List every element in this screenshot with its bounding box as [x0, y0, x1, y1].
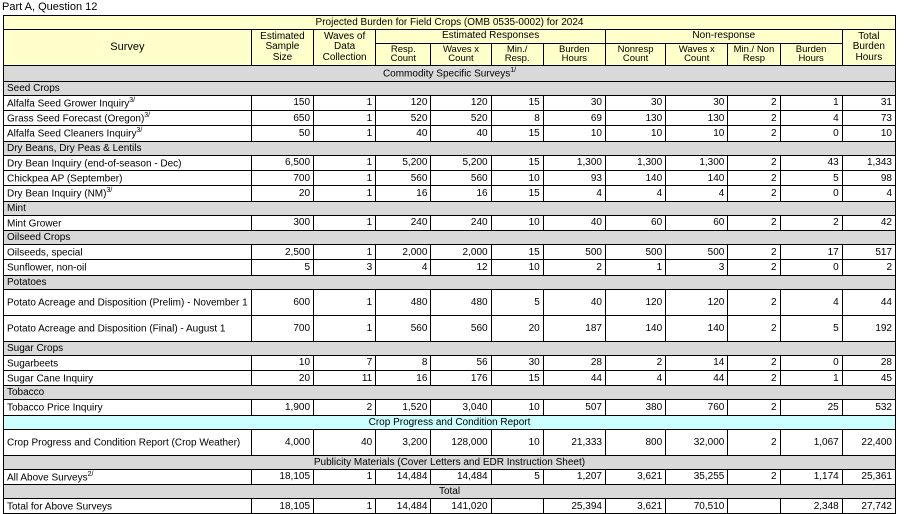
table-title-row	[4, 16, 896, 30]
cell-total-burden-hours: 27,742	[842, 499, 895, 514]
cell-resp: 8	[376, 355, 431, 370]
row-name	[4, 355, 252, 370]
cell-nr-burden-hours: 43	[780, 155, 842, 170]
cell-waves: 1	[314, 95, 376, 110]
cell-sample: 700	[251, 171, 313, 186]
row-name	[4, 371, 252, 386]
table-row	[4, 186, 896, 201]
cell-waves-x-count: 560	[431, 171, 491, 186]
section-sugar-crops	[4, 341, 896, 355]
cell-nr-waves-x-count: 35,255	[666, 469, 728, 484]
cell-waves: 1	[314, 155, 376, 170]
cell-nonresp-count: 2	[605, 355, 665, 370]
cell-min-non-resp: 2	[728, 111, 780, 126]
cell-nr-burden-hours: 0	[780, 355, 842, 370]
table-title: Projected Burden for Field Crops (OMB 0535-0002) for 2024	[4, 16, 896, 30]
table-row	[4, 95, 896, 110]
cell-waves-x-count: 176	[431, 371, 491, 386]
header-min-per-resp: Min./ Resp.	[491, 43, 543, 66]
row-name	[4, 245, 252, 260]
cell-resp: 560	[376, 171, 431, 186]
banner-publicity-label: Publicity Materials (Cover Letters and EDR Instruction Sheet)	[4, 455, 896, 469]
cell-waves-x-count: 40	[431, 126, 491, 141]
cell-nr-burden-hours: 5	[780, 171, 842, 186]
row-name-text: Chickpea AP (September)	[7, 173, 123, 185]
cell-min-non-resp: 2	[728, 215, 780, 230]
cell-waves-x-count: 520	[431, 111, 491, 126]
burden-table	[3, 15, 896, 514]
cell-nr-waves-x-count: 760	[666, 400, 728, 415]
row-name	[4, 499, 252, 514]
cell-min-non-resp: 2	[728, 171, 780, 186]
header-row-top	[4, 30, 896, 44]
row-name	[4, 400, 252, 415]
cell-min-non-resp: 2	[728, 469, 780, 484]
cell-min-resp: 15	[491, 186, 543, 201]
cell-nr-burden-hours: 0	[780, 126, 842, 141]
row-name-text: All Above Surveys	[7, 472, 88, 484]
cell-total-burden-hours: 31	[842, 95, 895, 110]
cell-total-burden-hours: 532	[842, 400, 895, 415]
cell-burden-hours: 507	[543, 400, 605, 415]
cell-nr-waves-x-count: 32,000	[666, 429, 728, 455]
cell-waves: 1	[314, 289, 376, 315]
section-sugar-crops-label: Sugar Crops	[4, 341, 896, 355]
section-dry-beans	[4, 141, 896, 155]
cell-nr-burden-hours: 1,174	[780, 469, 842, 484]
cell-waves: 3	[314, 260, 376, 275]
cell-resp: 560	[376, 315, 431, 341]
row-name	[4, 289, 252, 315]
cell-nr-waves-x-count: 60	[666, 215, 728, 230]
cell-nonresp-count: 120	[605, 289, 665, 315]
banner-total	[4, 485, 896, 499]
cell-nonresp-count: 3,621	[605, 469, 665, 484]
table-row	[4, 289, 896, 315]
cell-waves-x-count: 16	[431, 186, 491, 201]
cell-nr-burden-hours: 2,348	[780, 499, 842, 514]
row-name-text: Tobacco Price Inquiry	[7, 402, 103, 414]
header-nonresponse: Non-response	[605, 30, 842, 44]
cell-waves: 2	[314, 400, 376, 415]
cell-nonresp-count: 10	[605, 126, 665, 141]
header-resp-count: Resp. Count	[376, 43, 431, 66]
table-row	[4, 126, 896, 141]
table-row	[4, 400, 896, 415]
cell-sample: 18,105	[251, 499, 313, 514]
cell-min-non-resp	[728, 499, 780, 514]
cell-burden-hours: 1,300	[543, 155, 605, 170]
header-nonresp-count: Nonresp Count	[605, 43, 665, 66]
table-row	[4, 315, 896, 341]
row-name	[4, 126, 252, 141]
cell-nr-waves-x-count: 14	[666, 355, 728, 370]
row-name-text: Potato Acreage and Disposition (Final) - August 1	[7, 323, 226, 335]
cell-nr-waves-x-count: 30	[666, 95, 728, 110]
row-name-footnote: 3/	[136, 127, 143, 135]
cell-nonresp-count: 130	[605, 111, 665, 126]
cell-waves-x-count: 560	[431, 315, 491, 341]
cell-sample: 700	[251, 315, 313, 341]
cell-nr-waves-x-count: 120	[666, 289, 728, 315]
row-name-text: Potato Acreage and Disposition (Prelim) - November 1	[7, 297, 248, 309]
cell-min-resp: 10	[491, 215, 543, 230]
cell-burden-hours: 40	[543, 289, 605, 315]
cell-nonresp-count: 140	[605, 171, 665, 186]
row-name	[4, 155, 252, 170]
cell-min-non-resp: 2	[728, 260, 780, 275]
cell-total-burden-hours: 25,361	[842, 469, 895, 484]
cell-resp: 4	[376, 260, 431, 275]
cell-min-non-resp: 2	[728, 355, 780, 370]
cell-waves: 1	[314, 315, 376, 341]
table-row	[4, 469, 896, 484]
cell-total-burden-hours: 42	[842, 215, 895, 230]
row-name	[4, 260, 252, 275]
header-nr-burden-hours: Burden Hours	[780, 43, 842, 66]
cell-min-resp: 8	[491, 111, 543, 126]
cell-total-burden-hours: 2	[842, 260, 895, 275]
cell-min-non-resp: 2	[728, 400, 780, 415]
cell-total-burden-hours: 1,343	[842, 155, 895, 170]
section-seed-crops	[4, 81, 896, 95]
cell-nr-burden-hours: 2	[780, 215, 842, 230]
cell-nr-burden-hours: 1	[780, 95, 842, 110]
cell-resp: 520	[376, 111, 431, 126]
cell-nr-burden-hours: 1	[780, 371, 842, 386]
cell-nr-burden-hours: 5	[780, 315, 842, 341]
cell-nonresp-count: 4	[605, 186, 665, 201]
cell-burden-hours: 21,333	[543, 429, 605, 455]
row-name-text: Sunflower, non-oil	[7, 262, 87, 274]
header-burden-hours: Burden Hours	[543, 43, 605, 66]
row-name	[4, 315, 252, 341]
banner-commodity-specific	[4, 66, 896, 81]
header-total-burden-hours: Total Burden Hours	[842, 30, 895, 66]
cell-nr-waves-x-count: 70,510	[666, 499, 728, 514]
header-waves-of-data-collection: Waves of Data Collection	[314, 30, 376, 66]
row-name-text: Total for Above Surveys	[7, 501, 113, 513]
cell-total-burden-hours: 45	[842, 371, 895, 386]
cell-waves: 1	[314, 499, 376, 514]
cell-nr-burden-hours: 4	[780, 111, 842, 126]
cell-nr-burden-hours: 0	[780, 186, 842, 201]
cell-sample: 5	[251, 260, 313, 275]
cell-waves-x-count: 56	[431, 355, 491, 370]
cell-min-resp: 10	[491, 171, 543, 186]
cell-resp: 14,484	[376, 499, 431, 514]
cell-waves: 1	[314, 126, 376, 141]
cell-nonresp-count: 500	[605, 245, 665, 260]
cell-waves: 11	[314, 371, 376, 386]
cell-min-non-resp: 2	[728, 371, 780, 386]
cell-waves: 1	[314, 171, 376, 186]
section-seed-crops-label: Seed Crops	[4, 81, 896, 95]
table-row	[4, 260, 896, 275]
cell-nonresp-count: 30	[605, 95, 665, 110]
cell-min-resp: 10	[491, 400, 543, 415]
cell-resp: 2,000	[376, 245, 431, 260]
cell-nr-waves-x-count: 3	[666, 260, 728, 275]
table-row	[4, 171, 896, 186]
cell-total-burden-hours: 517	[842, 245, 895, 260]
cell-sample: 1,900	[251, 400, 313, 415]
cell-min-resp: 15	[491, 126, 543, 141]
section-dry-beans-label: Dry Beans, Dry Peas & Lentils	[4, 141, 896, 155]
cell-resp: 16	[376, 371, 431, 386]
header-min-non-resp: Min./ Non Resp	[728, 43, 780, 66]
cell-nr-waves-x-count: 10	[666, 126, 728, 141]
cell-sample: 150	[251, 95, 313, 110]
row-name	[4, 429, 252, 455]
cell-sample: 4,000	[251, 429, 313, 455]
row-name-text: Dry Bean Inquiry (NM)	[7, 188, 107, 200]
row-name-footnote: 3/	[129, 96, 136, 104]
cell-total-burden-hours: 192	[842, 315, 895, 341]
cell-sample: 50	[251, 126, 313, 141]
banner-crop-progress	[4, 415, 896, 429]
cell-burden-hours: 500	[543, 245, 605, 260]
row-name-text: Oilseeds, special	[7, 247, 83, 259]
cell-burden-hours: 10	[543, 126, 605, 141]
row-name-footnote: 2/	[87, 470, 94, 478]
cell-nr-waves-x-count: 140	[666, 171, 728, 186]
row-name	[4, 95, 252, 110]
table-row-total	[4, 499, 896, 514]
cell-nonresp-count: 1	[605, 260, 665, 275]
cell-waves-x-count: 14,484	[431, 469, 491, 484]
cell-nonresp-count: 140	[605, 315, 665, 341]
cell-waves-x-count: 141,020	[431, 499, 491, 514]
row-name-text: Crop Progress and Condition Report (Crop Weather)	[7, 437, 241, 449]
cell-waves: 1	[314, 215, 376, 230]
cell-min-resp: 15	[491, 245, 543, 260]
cell-min-resp: 15	[491, 371, 543, 386]
table-row	[4, 111, 896, 126]
cell-waves-x-count: 480	[431, 289, 491, 315]
cell-sample: 300	[251, 215, 313, 230]
cell-resp: 5,200	[376, 155, 431, 170]
cell-min-resp: 15	[491, 95, 543, 110]
cell-nr-burden-hours: 17	[780, 245, 842, 260]
cell-burden-hours: 93	[543, 171, 605, 186]
cell-waves: 1	[314, 186, 376, 201]
header-estimated-sample-size: Estimated Sample Size	[251, 30, 313, 66]
section-mint-label: Mint	[4, 201, 896, 215]
cell-sample: 2,500	[251, 245, 313, 260]
part-question-label: Part A, Question 12	[2, 1, 98, 13]
row-name	[4, 215, 252, 230]
cell-sample: 10	[251, 355, 313, 370]
cell-min-resp: 20	[491, 315, 543, 341]
cell-min-resp: 5	[491, 469, 543, 484]
cell-nr-waves-x-count: 140	[666, 315, 728, 341]
section-oilseed-crops	[4, 231, 896, 245]
cell-burden-hours: 28	[543, 355, 605, 370]
cell-total-burden-hours: 28	[842, 355, 895, 370]
cell-resp: 480	[376, 289, 431, 315]
header-estimated-responses: Estimated Responses	[376, 30, 606, 44]
cell-resp: 240	[376, 215, 431, 230]
cell-min-resp: 5	[491, 289, 543, 315]
section-oilseed-crops-label: Oilseed Crops	[4, 231, 896, 245]
cell-min-non-resp: 2	[728, 245, 780, 260]
cell-burden-hours: 25,394	[543, 499, 605, 514]
banner-publicity-materials	[4, 455, 896, 469]
cell-waves-x-count: 5,200	[431, 155, 491, 170]
row-name-text: Grass Seed Forecast (Oregon)	[7, 113, 145, 125]
row-name	[4, 186, 252, 201]
cell-burden-hours: 2	[543, 260, 605, 275]
cell-sample: 600	[251, 289, 313, 315]
cell-nr-waves-x-count: 4	[666, 186, 728, 201]
cell-min-non-resp: 2	[728, 126, 780, 141]
cell-sample: 650	[251, 111, 313, 126]
cell-min-non-resp: 2	[728, 429, 780, 455]
cell-nonresp-count: 3,621	[605, 499, 665, 514]
cell-waves: 1	[314, 469, 376, 484]
cell-waves: 40	[314, 429, 376, 455]
row-name-text: Alfalfa Seed Grower Inquiry	[7, 98, 130, 110]
row-name-text: Mint Grower	[7, 218, 62, 230]
cell-waves-x-count: 12	[431, 260, 491, 275]
cell-sample: 20	[251, 371, 313, 386]
cell-min-non-resp: 2	[728, 95, 780, 110]
banner-commodity-footnote: 1/	[510, 67, 517, 75]
cell-total-burden-hours: 98	[842, 171, 895, 186]
banner-crop-progress-label: Crop Progress and Condition Report	[4, 415, 896, 429]
cell-total-burden-hours: 22,400	[842, 429, 895, 455]
cell-resp: 120	[376, 95, 431, 110]
cell-waves-x-count: 3,040	[431, 400, 491, 415]
cell-burden-hours: 4	[543, 186, 605, 201]
cell-burden-hours: 44	[543, 371, 605, 386]
cell-waves-x-count: 2,000	[431, 245, 491, 260]
cell-burden-hours: 69	[543, 111, 605, 126]
cell-nonresp-count: 800	[605, 429, 665, 455]
cell-waves-x-count: 240	[431, 215, 491, 230]
table-row	[4, 429, 896, 455]
cell-burden-hours: 40	[543, 215, 605, 230]
cell-nr-burden-hours: 0	[780, 260, 842, 275]
header-waves-x-count: Waves x Count	[431, 43, 491, 66]
cell-resp: 3,200	[376, 429, 431, 455]
cell-min-non-resp: 2	[728, 315, 780, 341]
cell-waves-x-count: 120	[431, 95, 491, 110]
cell-waves: 1	[314, 245, 376, 260]
table-row	[4, 355, 896, 370]
cell-sample: 20	[251, 186, 313, 201]
cell-min-resp: 10	[491, 260, 543, 275]
cell-min-non-resp: 2	[728, 186, 780, 201]
cell-sample: 6,500	[251, 155, 313, 170]
section-potatoes	[4, 275, 896, 289]
cell-min-resp: 15	[491, 155, 543, 170]
cell-nr-waves-x-count: 130	[666, 111, 728, 126]
cell-nr-burden-hours: 4	[780, 289, 842, 315]
cell-min-resp	[491, 499, 543, 514]
cell-waves: 1	[314, 111, 376, 126]
header-nr-waves-x-count: Waves x Count	[666, 43, 728, 66]
cell-nonresp-count: 380	[605, 400, 665, 415]
row-name-text: Sugarbeets	[7, 358, 59, 370]
cell-nonresp-count: 1,300	[605, 155, 665, 170]
table-row	[4, 155, 896, 170]
table-row	[4, 245, 896, 260]
banner-commodity-text: Commodity Specific Surveys	[382, 68, 511, 80]
banner-commodity-specific-label	[4, 66, 896, 81]
cell-resp: 1,520	[376, 400, 431, 415]
cell-nr-waves-x-count: 500	[666, 245, 728, 260]
section-mint	[4, 201, 896, 215]
row-name-footnote: 3/	[106, 187, 113, 195]
cell-burden-hours: 187	[543, 315, 605, 341]
row-name-text: Dry Bean Inquiry (end-of-season - Dec)	[7, 158, 182, 170]
cell-burden-hours: 30	[543, 95, 605, 110]
cell-min-non-resp: 2	[728, 289, 780, 315]
banner-total-label: Total	[4, 485, 896, 499]
row-name-text: Alfalfa Seed Cleaners Inquiry	[7, 128, 137, 140]
cell-min-resp: 30	[491, 355, 543, 370]
cell-resp: 16	[376, 186, 431, 201]
row-name	[4, 111, 252, 126]
section-tobacco	[4, 386, 896, 400]
cell-total-burden-hours: 4	[842, 186, 895, 201]
cell-nonresp-count: 60	[605, 215, 665, 230]
cell-nr-waves-x-count: 44	[666, 371, 728, 386]
cell-nr-burden-hours: 1,067	[780, 429, 842, 455]
row-name	[4, 171, 252, 186]
cell-nr-waves-x-count: 1,300	[666, 155, 728, 170]
table-row	[4, 215, 896, 230]
header-survey: Survey	[4, 30, 252, 66]
cell-total-burden-hours: 44	[842, 289, 895, 315]
row-name	[4, 469, 252, 484]
cell-waves: 7	[314, 355, 376, 370]
cell-resp: 40	[376, 126, 431, 141]
cell-nr-burden-hours: 25	[780, 400, 842, 415]
cell-burden-hours: 1,207	[543, 469, 605, 484]
cell-sample: 18,105	[251, 469, 313, 484]
table-row	[4, 371, 896, 386]
cell-waves-x-count: 128,000	[431, 429, 491, 455]
row-name-text: Sugar Cane Inquiry	[7, 373, 94, 385]
cell-min-non-resp: 2	[728, 155, 780, 170]
row-name-footnote: 3/	[144, 112, 151, 120]
section-tobacco-label: Tobacco	[4, 386, 896, 400]
cell-total-burden-hours: 10	[842, 126, 895, 141]
section-potatoes-label: Potatoes	[4, 275, 896, 289]
cell-nonresp-count: 4	[605, 371, 665, 386]
cell-resp: 14,484	[376, 469, 431, 484]
cell-min-resp: 10	[491, 429, 543, 455]
cell-total-burden-hours: 73	[842, 111, 895, 126]
